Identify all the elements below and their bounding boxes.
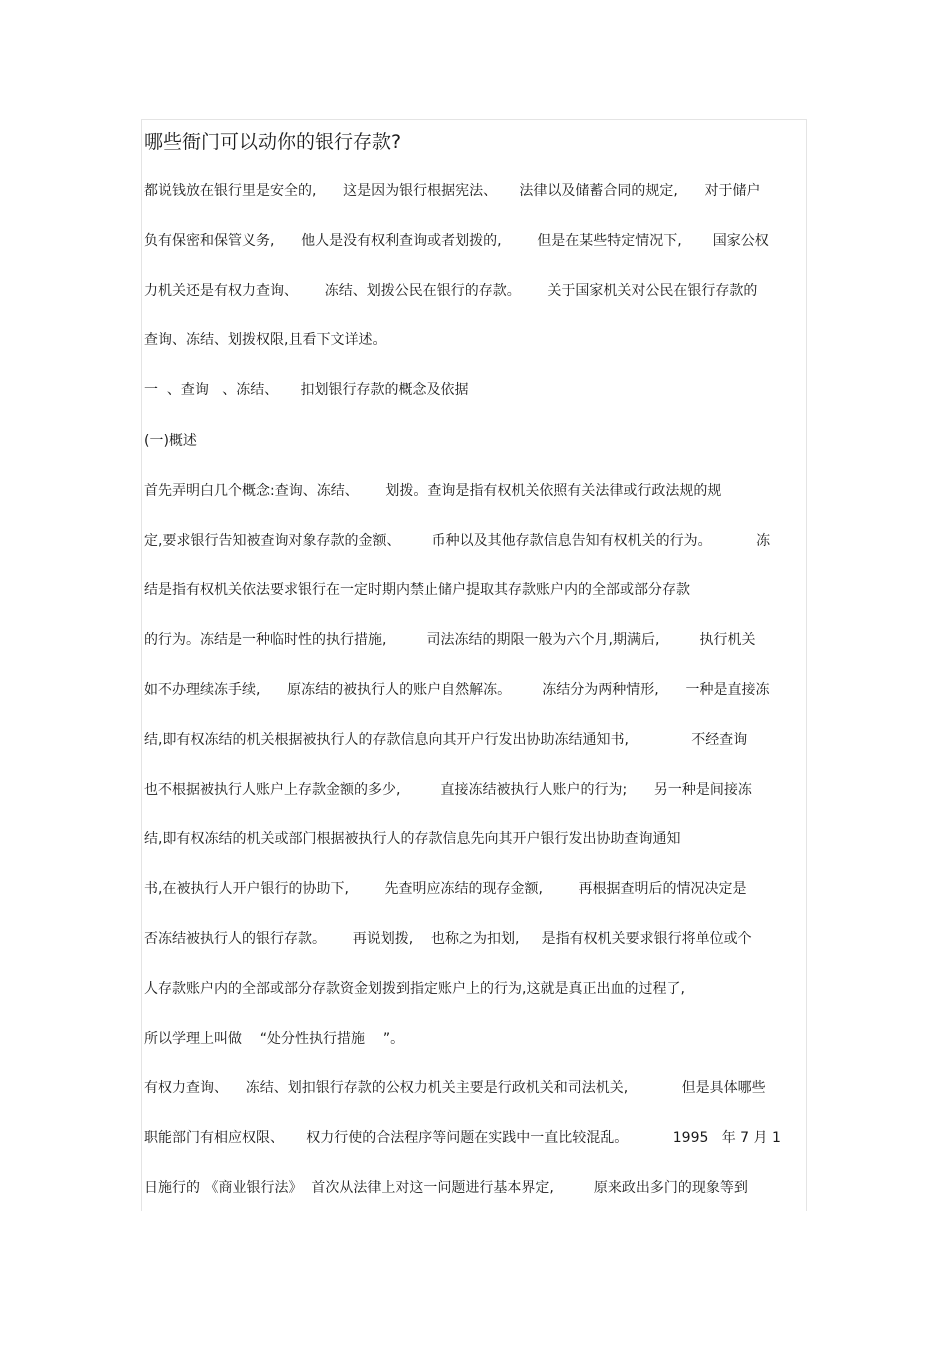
section-heading: 一 、查询 、冻结、 扣划银行存款的概念及依据 (144, 382, 469, 398)
body-line: 负有保密和保管义务, 他人是没有权利查询或者划拨的, 但是在某些特定情况下, 国家公权 (144, 233, 769, 249)
body-line: 力机关还是有权力查询、 冻结、划拨公民在银行的存款。 关于国家机关对公民在银行存款的 (144, 283, 758, 299)
body-line: 也不根据被执行人账户上存款金额的多少, 直接冻结被执行人账户的行为; 另一种是间接冻 (144, 782, 752, 798)
body-line: 结是指有权机关依法要求银行在一定时期内禁止储户提取其存款账户内的全部或部分存款 (144, 582, 690, 598)
subsection-heading: (一)概述 (144, 433, 197, 449)
body-line: 职能部门有相应权限、 权力行使的合法程序等问题在实践中一直比较混乱。 1995 年 7 月 1 (144, 1130, 781, 1146)
body-line: 都说钱放在银行里是安全的, 这是因为银行根据宪法、 法律以及储蓄合同的规定, 对于储户 (144, 183, 761, 199)
body-line: 如不办理续冻手续, 原冻结的被执行人的账户自然解冻。 冻结分为两种情形, 一种是直接冻 (144, 682, 770, 698)
body-line: 人存款账户内的全部或部分存款资金划拨到指定账户上的行为,这就是真正出血的过程了, (144, 981, 685, 997)
document-title: 哪些衙门可以动你的银行存款? (144, 131, 402, 153)
body-line: 查询、冻结、划拨权限,且看下文详述。 (144, 332, 387, 348)
body-line: 结,即有权冻结的机关根据被执行人的存款信息向其开户行发出协助冻结通知书, 不经查询 (144, 732, 748, 748)
body-line: 的行为。冻结是一种临时性的执行措施, 司法冻结的期限一般为六个月,期满后, 执行机关 (144, 632, 756, 648)
body-line: 首先弄明白几个概念:查询、冻结、 划拨。查询是指有权机关依照有关法律或行政法规的规 (144, 483, 722, 499)
body-line: 日施行的 《商业银行法》 首次从法律上对这一问题进行基本界定, 原来政出多门的现象等到 (144, 1180, 748, 1196)
body-line: 书,在被执行人开户银行的协助下, 先查明应冻结的现存金额, 再根据查明后的情况决定是 (144, 881, 747, 897)
body-line: 有权力查询、 冻结、划扣银行存款的公权力机关主要是行政机关和司法机关, 但是具体哪些 (144, 1080, 766, 1096)
body-line: 结,即有权冻结的机关或部门根据被执行人的存款信息先向其开户银行发出协助查询通知 (144, 831, 681, 847)
body-line: 所以学理上叫做 “处分性执行措施 ”。 (144, 1031, 405, 1047)
body-line: 定,要求银行告知被查询对象存款的金额、 币种以及其他存款信息告知有权机关的行为。 冻 (144, 533, 771, 549)
body-line: 否冻结被执行人的银行存款。 再说划拨, 也称之为扣划, 是指有权机关要求银行将单位或个 (144, 931, 752, 947)
